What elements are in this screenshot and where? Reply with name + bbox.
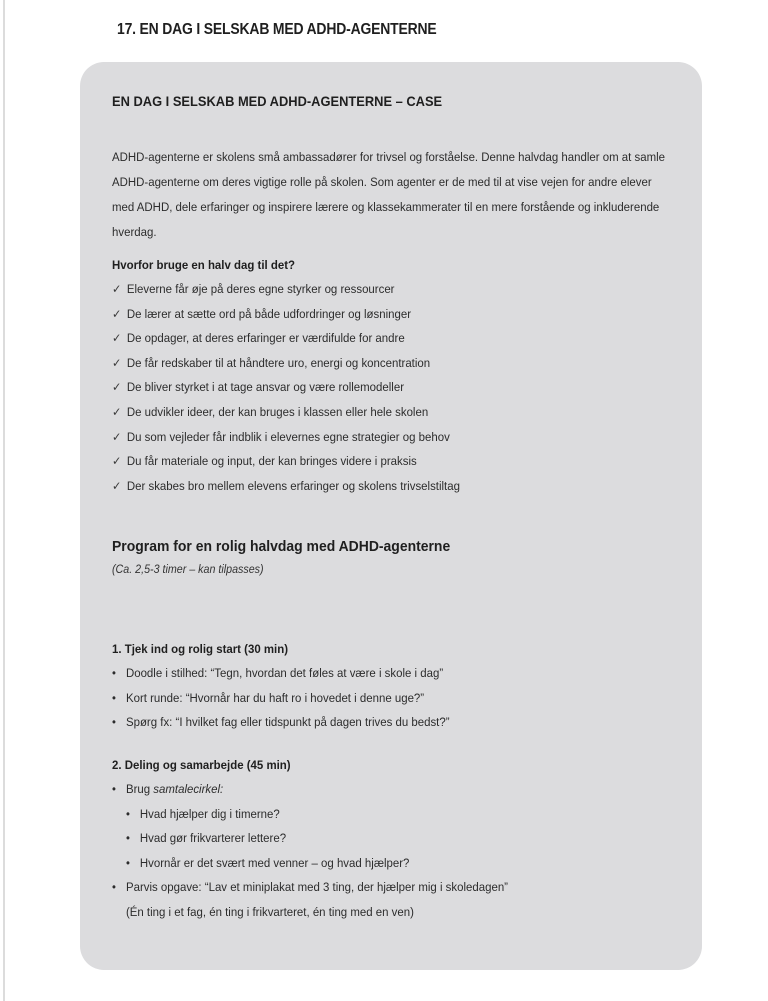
bullet-icon: • <box>112 782 116 796</box>
check-item-text: De får redskaber til at håndtere uro, energi og koncentration <box>126 355 431 370</box>
why-section <box>112 253 670 498</box>
check-list-item <box>112 351 670 376</box>
check-list-item <box>112 302 670 327</box>
bullet-icon: • <box>112 690 116 705</box>
check-item-text: Der skabes bro mellem elevens erfaringer og skolens trivselstiltag <box>126 478 460 493</box>
sub-bullet-item-text: Hvad hjælper dig i timerne? <box>139 806 280 821</box>
check-item-text: Du får materiale og input, der kan bringes videre i praksis <box>126 454 417 469</box>
bullet-list-item <box>112 661 689 686</box>
checkmark-icon: ✓ <box>112 404 122 419</box>
checkmark-icon: ✓ <box>112 380 122 395</box>
sub-bullet-list-item <box>126 802 689 827</box>
program-heading: Program for en rolig halvdag med ADHD-agenterne <box>112 538 451 555</box>
checkmark-icon: ✓ <box>112 454 122 469</box>
bullet-item-text: Doodle i stilhed: “Tegn, hvordan det føles at være i skole i dag” <box>125 666 444 680</box>
bullet-list-item <box>112 710 689 735</box>
bullet-list-item <box>112 777 689 802</box>
bullet-icon: • <box>112 880 116 895</box>
why-heading: Hvorfor bruge en halv dag til det? <box>112 258 296 272</box>
sub-bullet-list-item <box>126 826 689 851</box>
intro-paragraph: ADHD-agenterne er skolens små ambassadører for trivsel og forståelse. Denne halvdag handler om at samle ADHD-agenterne om deres vigtige rolle på skolen. Som agenter er de med til at vise vejen for andre elever med ADHD, dele erfaringer og inspirere lærere og klassekammerater til en mere forstående og inkluderende hverdag. <box>112 150 666 239</box>
checkmark-icon: ✓ <box>112 282 122 296</box>
step-2-heading: 2. Deling og samarbejde (45 min) <box>112 758 291 772</box>
bullet-list-item <box>112 686 689 711</box>
program-step-1 <box>112 637 689 735</box>
bullet-icon: • <box>112 715 116 730</box>
check-list-item <box>112 326 670 351</box>
check-list-item <box>112 400 670 425</box>
checkmark-icon: ✓ <box>112 478 122 493</box>
check-list-item <box>112 449 670 474</box>
sub-bullet-list-item <box>126 851 689 876</box>
bullet-icon: • <box>125 806 130 821</box>
sub-bullet-list <box>112 802 689 876</box>
check-list-item <box>112 474 670 499</box>
check-list-item <box>112 425 670 450</box>
page-edge-line <box>3 0 5 1001</box>
bullet-item-text: Spørg fx: “I hvilket fag eller tidspunkt på dagen trives du bedst?” <box>125 715 450 730</box>
check-item-text: De opdager, at deres erfaringer er værdifulde for andre <box>126 331 405 346</box>
bullet-icon: • <box>125 855 130 870</box>
program-step-2 <box>112 753 689 925</box>
bullet-item-italic: samtalecirkel: <box>153 782 224 796</box>
check-list-item <box>112 277 670 302</box>
case-card <box>80 62 702 970</box>
sub-bullet-item-text: Hvad gør frikvarterer lettere? <box>139 831 287 846</box>
bullet-item-text: Parvis opgave: “Lav et miniplakat med 3 ting, der hjælper mig i skoledagen” <box>125 880 508 895</box>
why-check-list <box>112 277 670 498</box>
bullet-icon: • <box>112 666 116 680</box>
checkmark-icon: ✓ <box>112 355 122 370</box>
bullet-icon: • <box>125 831 130 846</box>
check-item-text: Eleverne får øje på deres egne styrker og ressourcer <box>126 282 395 296</box>
check-item-text: De bliver styrket i at tage ansvar og være rollemodeller <box>126 380 405 395</box>
program-section <box>112 536 670 580</box>
check-item-text: Du som vejleder får indblik i elevernes egne strategier og behov <box>126 429 450 444</box>
bullet-item-text <box>126 777 223 802</box>
bullet-item-text: Kort runde: “Hvornår har du haft ro i hovedet i denne uge?” <box>125 690 425 705</box>
checkmark-icon: ✓ <box>112 306 122 321</box>
case-title: EN DAG I SELSKAB MED ADHD-AGENTERNE – CASE <box>112 93 443 109</box>
step-1-list <box>112 661 689 735</box>
check-item-text: De lærer at sætte ord på både udfordringer og løsninger <box>126 306 412 321</box>
check-item-text: De udvikler ideer, der kan bruges i klassen eller hele skolen <box>126 404 429 419</box>
sub-bullet-item-text: Hvornår er det svært med venner – og hvad hjælper? <box>139 855 410 870</box>
checkmark-icon: ✓ <box>112 429 122 444</box>
step-2-list <box>112 777 689 900</box>
bullet-item-prefix: Brug <box>125 782 154 796</box>
section-title: 17. EN DAG I SELSKAB MED ADHD-AGENTERNE <box>117 21 437 38</box>
bullet-item-continuation: (Én ting i et fag, én ting i frikvarteret, én ting med en ven) <box>125 904 414 919</box>
sub-list-container <box>112 802 689 876</box>
bullet-list-item <box>112 875 689 900</box>
checkmark-icon: ✓ <box>112 331 122 346</box>
program-subtitle: (Ca. 2,5-3 timer – kan tilpasses) <box>112 564 264 576</box>
step-1-heading: 1. Tjek ind og rolig start (30 min) <box>112 642 289 656</box>
check-list-item <box>112 375 670 400</box>
